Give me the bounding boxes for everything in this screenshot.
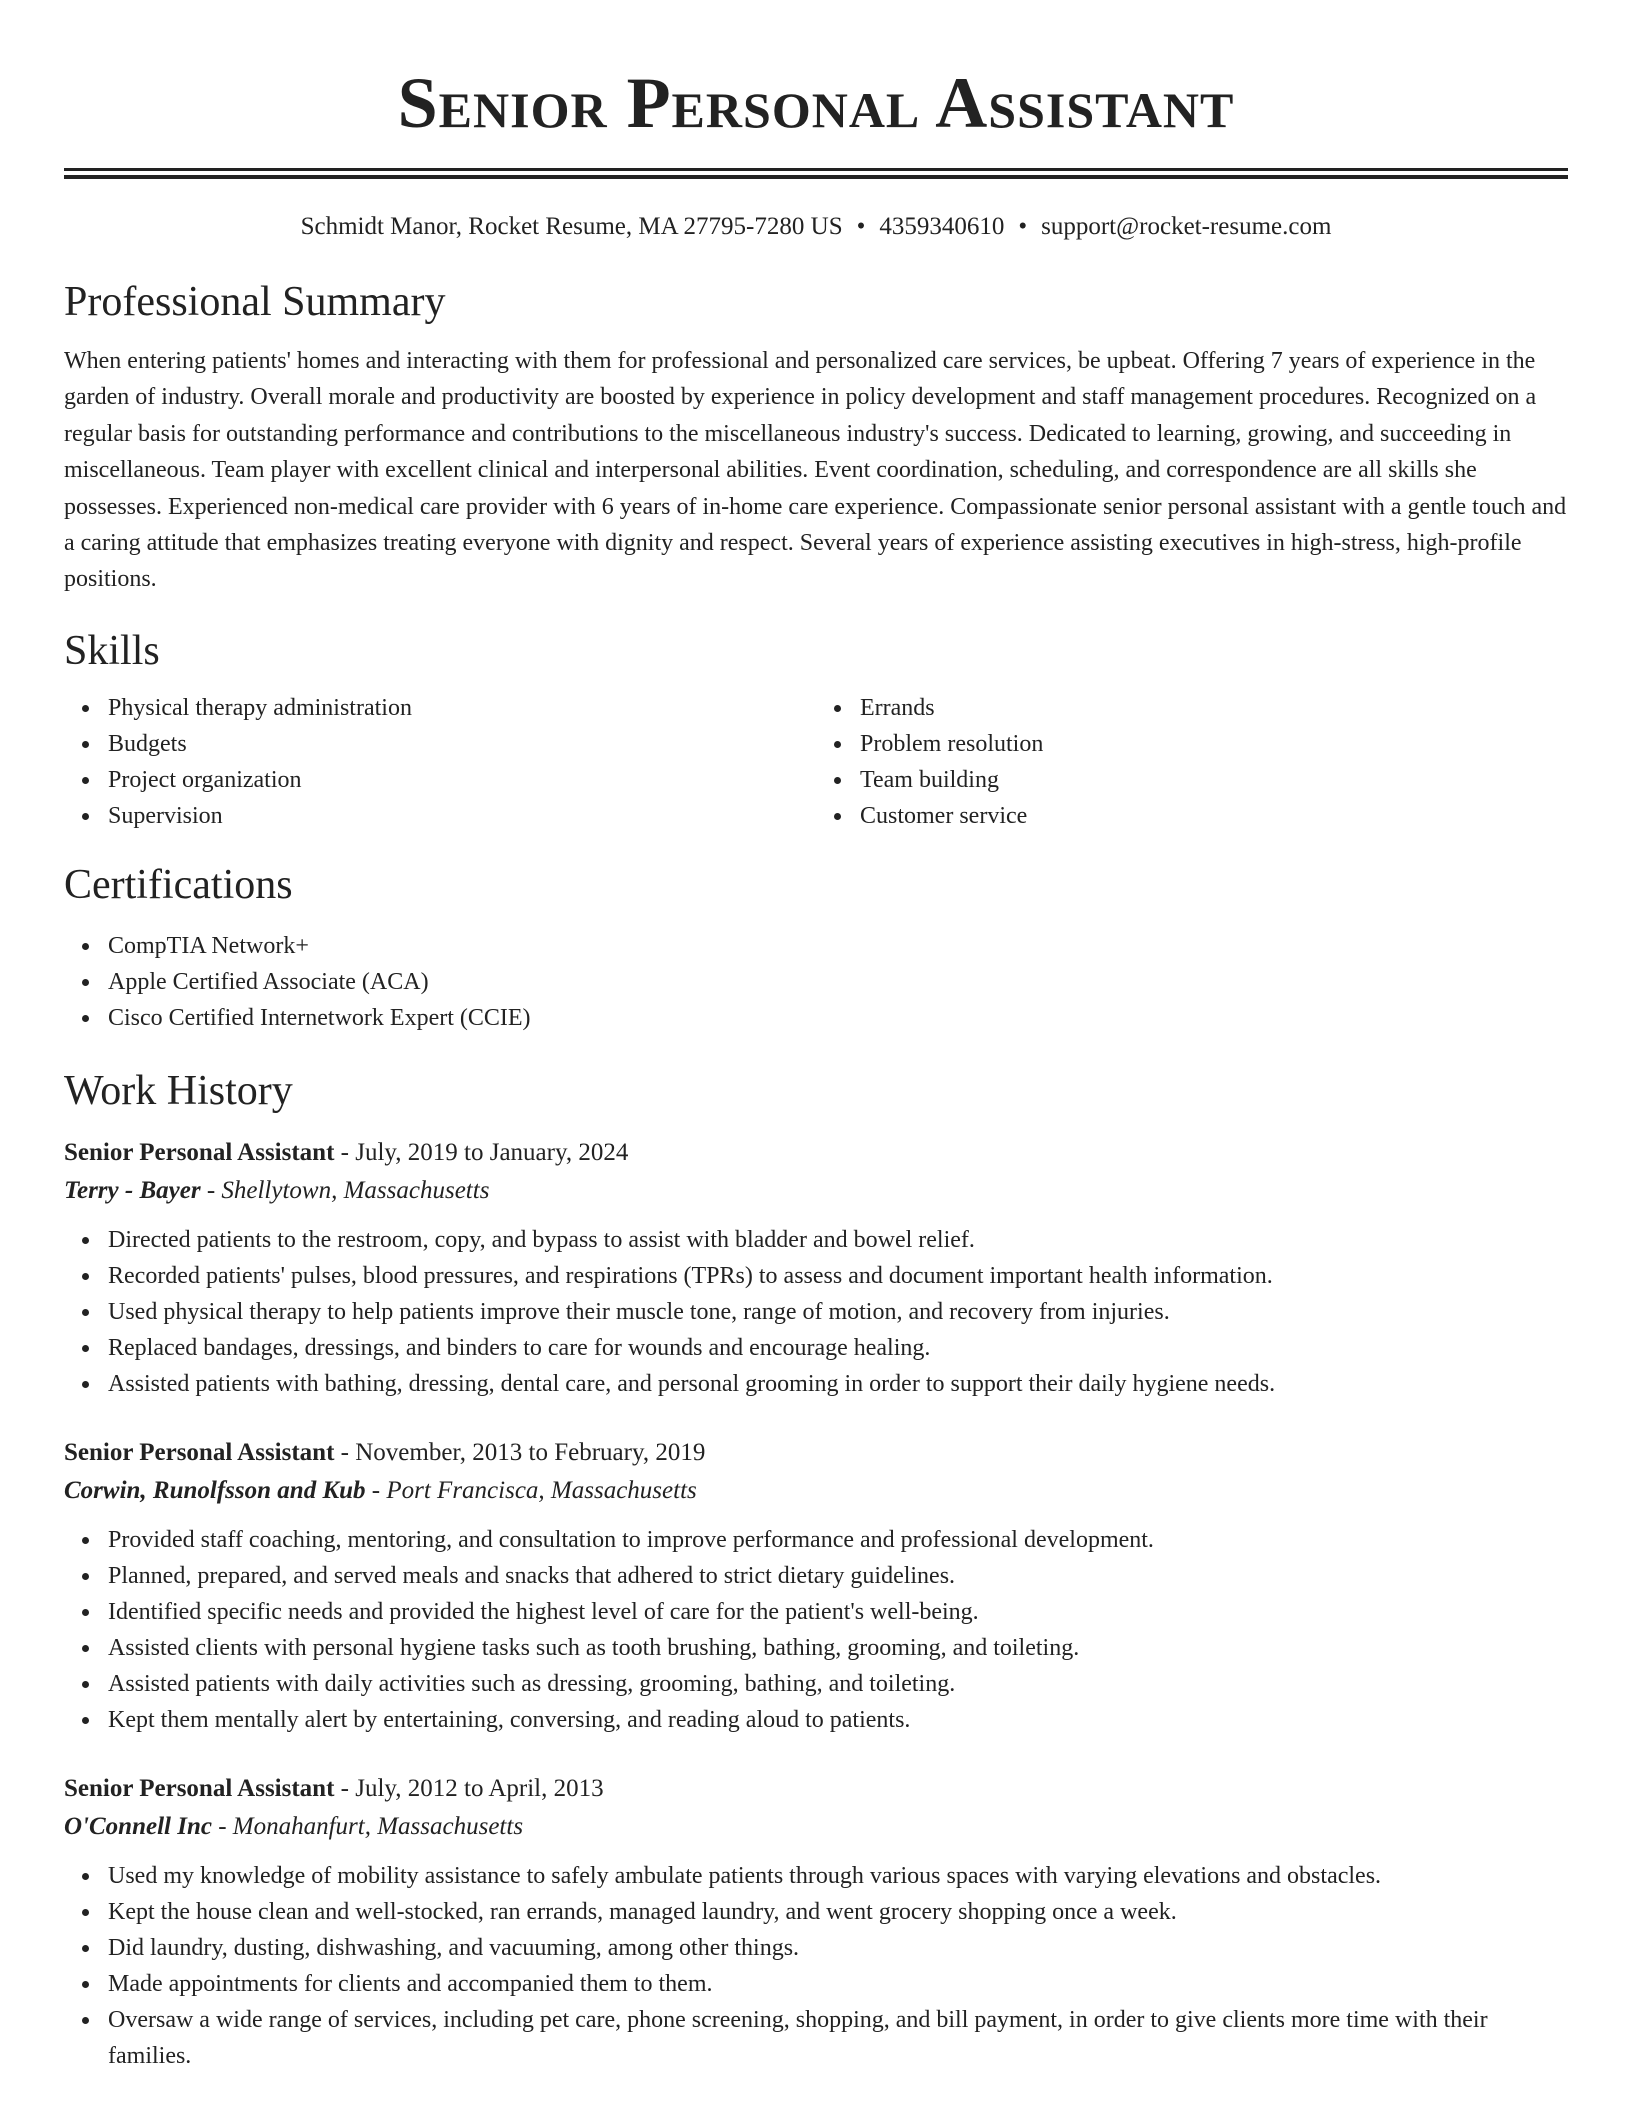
job-location: - Monahanfurt, Massachusetts [211, 1812, 524, 1840]
job-duty: Assisted patients with daily activities such as dressing, grooming, bathing, and toileting. [108, 1666, 1568, 1702]
job-title: Senior Personal Assistant [64, 1438, 335, 1466]
job-title-line [64, 1770, 1568, 1808]
job-duties-list [64, 1522, 1568, 1738]
skill-item: Errands [860, 690, 1568, 726]
job-duty: Identified specific needs and provided the highest level of care for the patient's well-being. [108, 1594, 1568, 1630]
certification-item: CompTIA Network+ [108, 928, 1568, 964]
job-dates: - July, 2019 to January, 2024 [334, 1138, 629, 1166]
job-entry [64, 1770, 1568, 2074]
job-duties-list [64, 1222, 1568, 1402]
job-company: O'Connell Inc [64, 1812, 212, 1840]
job-duty: Provided staff coaching, mentoring, and consultation to improve performance and professional development. [108, 1522, 1568, 1558]
job-duty: Oversaw a wide range of services, including pet care, phone screening, shopping, and bill payment, in order to give clients more time with their families. [108, 2002, 1568, 2074]
certification-item: Apple Certified Associate (ACA) [108, 964, 1568, 1000]
job-dates: - July, 2012 to April, 2013 [334, 1774, 604, 1802]
job-dates: - November, 2013 to February, 2019 [334, 1438, 706, 1466]
job-location: - Shellytown, Massachusetts [200, 1176, 490, 1204]
certifications-list [64, 928, 1568, 1036]
skills-heading: Skills [64, 627, 160, 674]
job-duty: Kept them mentally alert by entertaining, conversing, and reading aloud to patients. [108, 1702, 1568, 1738]
work-history-heading: Work History [64, 1067, 293, 1114]
contact-line [64, 211, 1568, 243]
job-duty: Made appointments for clients and accompanied them to them. [108, 1966, 1568, 2002]
skill-item: Project organization [108, 762, 816, 798]
job-duty: Planned, prepared, and served meals and snacks that adhered to strict dietary guidelines. [108, 1558, 1568, 1594]
contact-address: Schmidt Manor, Rocket Resume, MA 27795-7280 US [300, 213, 843, 240]
summary-text: When entering patients' homes and interacting with them for professional and personalized care services, be upbeat. Offering 7 years of experience in the garden of industry. Overall morale and productivity are boosted by experience in policy development and staff management procedures. Recognized on a regular basis for outstanding performance and contributions to the miscellaneous industry's success. Dedicated to learning, growing, and succeeding in miscellaneous. Team player with excellent clinical and interpersonal abilities. Event coordination, scheduling, and correspondence are all skills she possesses. Experienced non-medical care provider with 6 years of in-home care experience. Compassionate senior personal assistant with a gentle touch and a caring attitude that emphasizes treating everyone with dignity and respect. Several years of experience assisting executives in high-stress, high-profile positions. [64, 348, 1567, 593]
job-duty: Directed patients to the restroom, copy, and bypass to assist with bladder and bowel relief. [108, 1222, 1568, 1258]
job-duty: Assisted clients with personal hygiene tasks such as tooth brushing, bathing, grooming, and toileting. [108, 1630, 1568, 1666]
contact-separator: • [856, 213, 866, 240]
job-company-line [64, 1808, 1568, 1846]
job-company: Corwin, Runolfsson and Kub [64, 1476, 366, 1504]
job-company: Terry - Bayer [64, 1176, 201, 1204]
resume-name: Senior Personal Assistant [397, 63, 1235, 143]
skills-list-right [816, 690, 1568, 834]
job-title: Senior Personal Assistant [64, 1774, 335, 1802]
skill-item: Supervision [108, 798, 816, 834]
skills-columns [64, 690, 1568, 834]
job-duty: Used my knowledge of mobility assistance to safely ambulate patients through various spaces with varying elevations and obstacles. [108, 1858, 1568, 1894]
job-title-line [64, 1434, 1568, 1472]
job-duty: Kept the house clean and well-stocked, ran errands, managed laundry, and went grocery shopping once a week. [108, 1894, 1568, 1930]
job-duty: Did laundry, dusting, dishwashing, and vacuuming, among other things. [108, 1930, 1568, 1966]
job-location: - Port Francisca, Massachusetts [365, 1476, 697, 1504]
job-duties-list [64, 1858, 1568, 2074]
contact-separator: • [1018, 213, 1028, 240]
skill-item: Physical therapy administration [108, 690, 816, 726]
resume-page [64, 0, 1568, 2074]
contact-email: support@rocket-resume.com [1041, 213, 1332, 240]
job-duty: Used physical therapy to help patients improve their muscle tone, range of motion, and recovery from injuries. [108, 1294, 1568, 1330]
skills-list-left [64, 690, 816, 834]
job-title-line [64, 1134, 1568, 1172]
job-title: Senior Personal Assistant [64, 1138, 335, 1166]
job-entry [64, 1134, 1568, 1402]
summary-heading: Professional Summary [64, 279, 446, 325]
contact-phone: 4359340610 [879, 213, 1005, 240]
skill-item: Budgets [108, 726, 816, 762]
job-entry [64, 1434, 1568, 1738]
job-duty: Assisted patients with bathing, dressing, dental care, and personal grooming in order to support their daily hygiene needs. [108, 1366, 1568, 1402]
job-company-line [64, 1172, 1568, 1210]
header-double-rule [64, 168, 1568, 179]
skill-item: Problem resolution [860, 726, 1568, 762]
job-duty: Replaced bandages, dressings, and binders to care for wounds and encourage healing. [108, 1330, 1568, 1366]
job-duty: Recorded patients' pulses, blood pressures, and respirations (TPRs) to assess and document important health information. [108, 1258, 1568, 1294]
job-company-line [64, 1472, 1568, 1510]
skill-item: Team building [860, 762, 1568, 798]
skill-item: Customer service [860, 798, 1568, 834]
certification-item: Cisco Certified Internetwork Expert (CCIE) [108, 1000, 1568, 1036]
certifications-heading: Certifications [64, 861, 293, 908]
